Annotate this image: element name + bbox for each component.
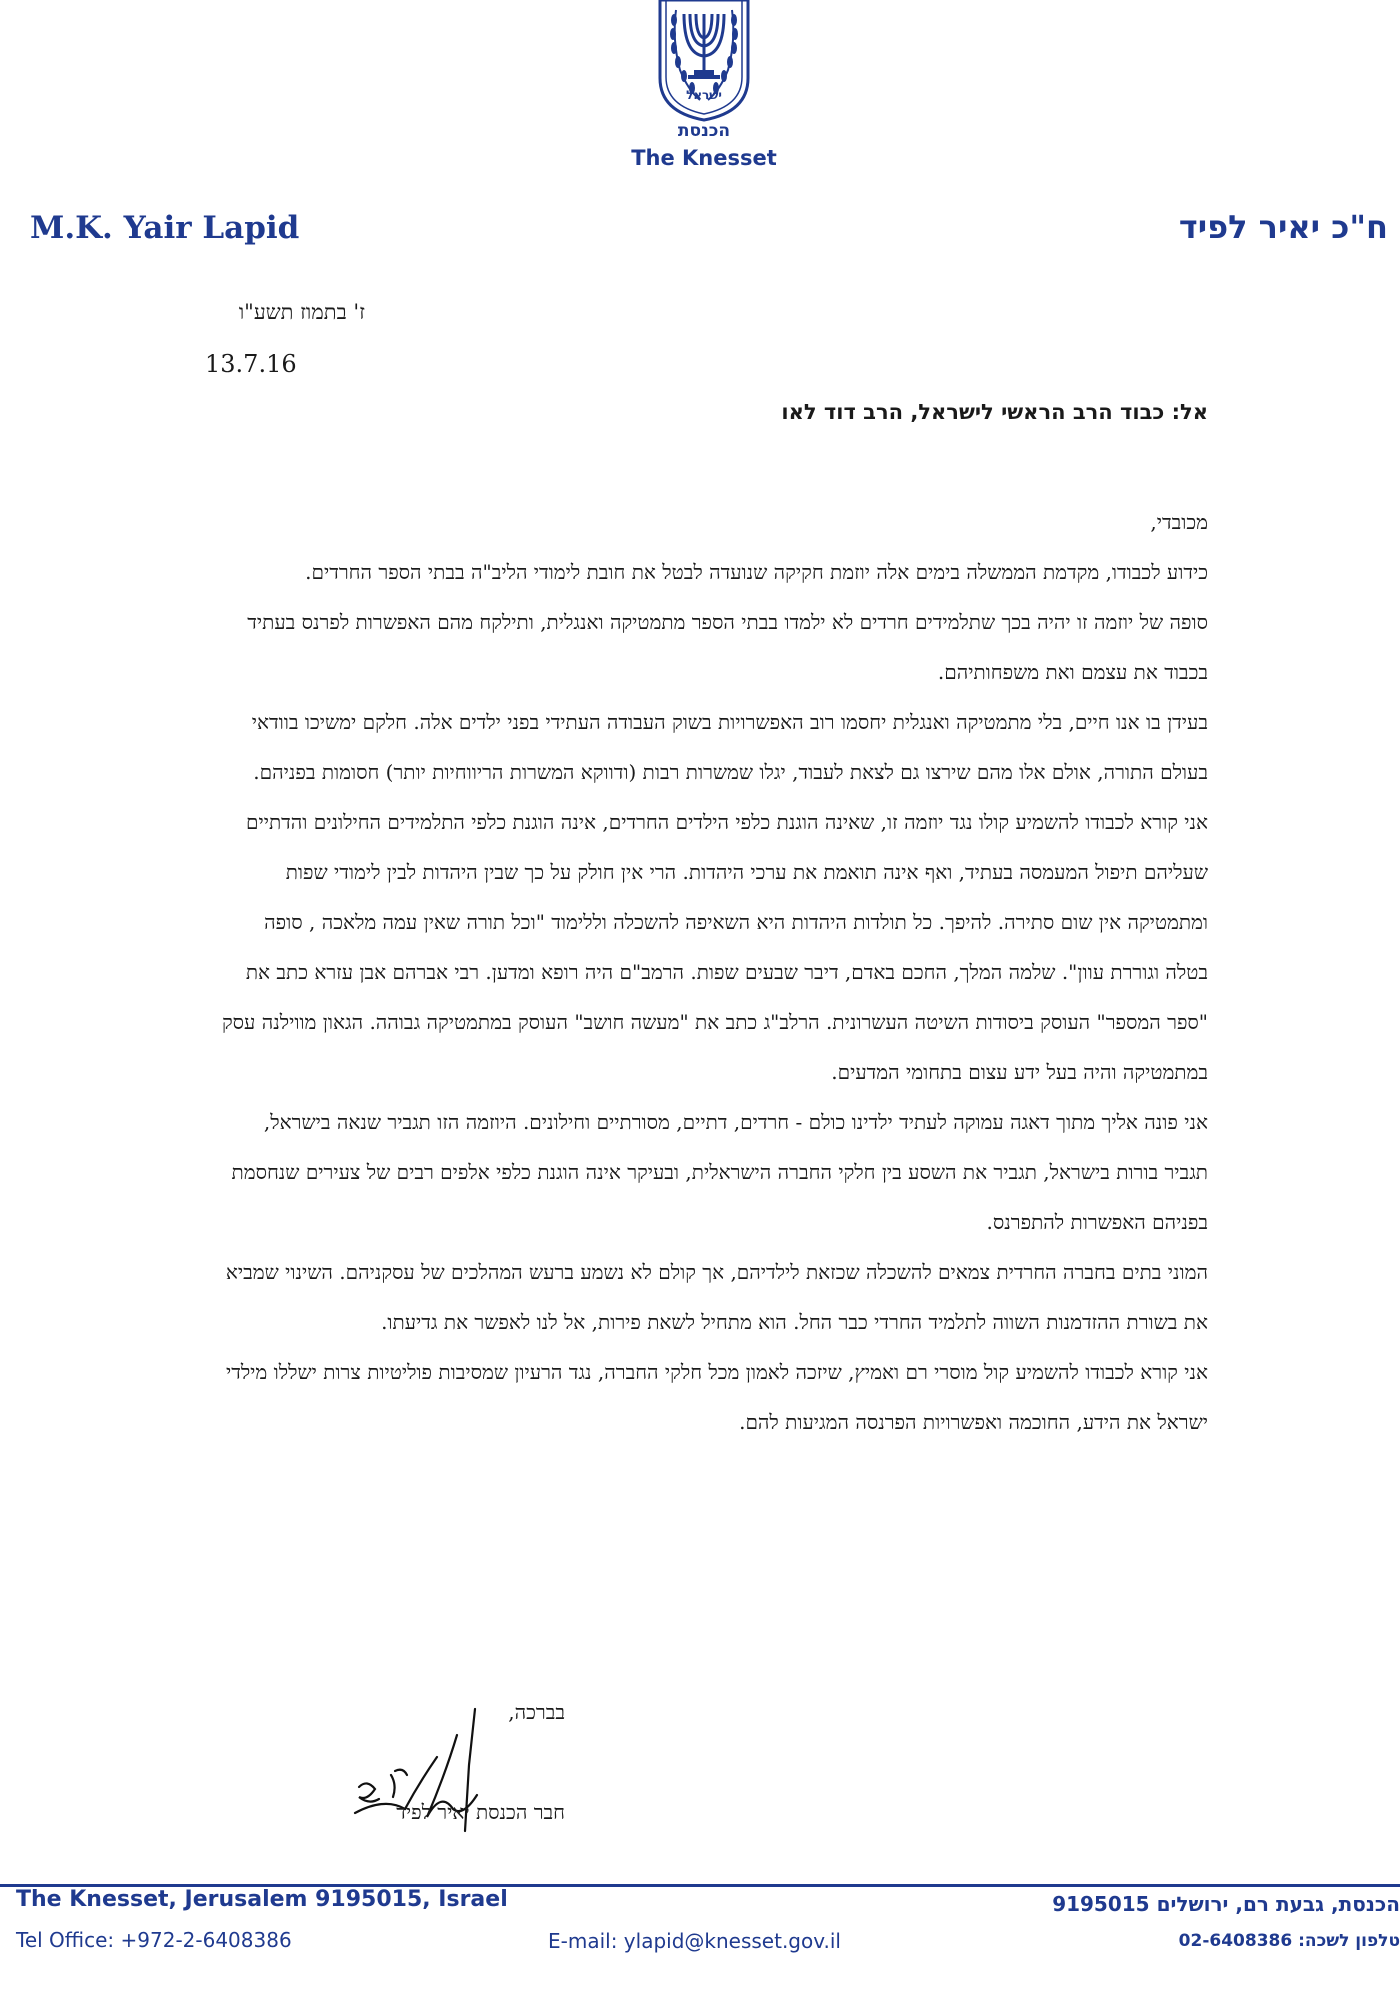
knesset-emblem <box>650 0 758 122</box>
footer-phone-hebrew: טלפון לשכה: 02-6408386 <box>1178 1931 1400 1951</box>
letter-paragraph: אני קורא לכבודו להשמיע קול מוסרי רם ואמיץ, שיזכה לאמון מכל חלקי החברה, נגד הרעיון שמסיבות פוליטיות צרות ישללו מילדי ישראל את הידע, החוכמה ואפשרויות הפרנסה המגיעות להם. <box>225 1360 1208 1434</box>
knesset-name-english: The Knesset <box>631 146 777 170</box>
footer-address-english: The Knesset, Jerusalem 9195015, Israel <box>16 1887 508 1912</box>
hebrew-date: ז' בתמוז תשע"ו <box>238 300 365 324</box>
letter-paragraph: סופה של יוזמה זו יהיה בכך שתלמידים חרדים לא ילמדו בבתי הספר מתמטיקה ואנגלית, ותילקח מהם האפשרות לפרנס בעתיד בכבוד את עצמם ואת משפחותיהם. <box>247 610 1208 684</box>
letter-paragraph: כידוע לכבודו, מקדמת הממשלה בימים אלה יוזמת חקיקה שנועדה לבטל את חובת לימודי הליב"ה בבתי הספר החרדים. <box>305 560 1208 584</box>
recipient-line: אל: כבוד הרב הראשי לישראל, הרב דוד לאו <box>781 400 1208 424</box>
letter-paragraph: בעידן בו אנו חיים, בלי מתמטיקה ואנגלית יחסמו רוב האפשרויות בשוק העבודה העתידי בפני ילדים אלה. חלקם ימשיכו בוודאי בעולם התורה, אולם אלו מהם שירצו גם לצאת לעבוד, יגלו שמשרות רבות (ודווקא המשרות הריווחיות יותר) חסומות בפניהם. <box>251 710 1208 784</box>
letter-date: 13.7.16 <box>205 350 297 378</box>
letter-paragraph: אני קורא לכבודו להשמיע קולו נגד יוזמה זו, שאינה הוגנת כלפי הילדים החרדים, אינה הוגנת כלפי התלמידים החילונים והדתיים שעליהם תיפול המעמסה בעתיד, ואף אינה תואמת את ערכי היהדות. הרי אין חולק על כך שבין היהדות לבין לימודי שפות ומתמטיקה אין שום סתירה. להיפך. כל תולדות היהדות היא השאיפה להשכלה וללימוד "וכל תורה שאין עמה מלאכה , סופה בטלה וגוררת עוון". שלמה המלך, החכם באדם, דיבר שבעים שפות. הרמב"ם היה רופא ומדען. רבי אברהם אבן עזרא כתב את "ספר המספר" העוסק ביסודות השיטה העשרונית. הרלב"ג כתב את "מעשה חושב" העוסק במתמטיקה גבוהה. הגאון מווילנה עסק במתמטיקה והיה בעל ידע עצום בתחומי המדעים. <box>221 810 1208 1084</box>
letter-body <box>218 497 1208 1447</box>
signer-title: חבר הכנסת יאיר לפיד <box>396 1800 565 1824</box>
emblem-label: ישראל <box>686 88 722 102</box>
footer-phone-english: Tel Office: +972-2-6408386 <box>16 1928 292 1952</box>
knesset-name-hebrew: הכנסת <box>677 121 731 141</box>
footer-email: E-mail: ylapid@knesset.gov.il <box>548 1929 841 1953</box>
footer-address-hebrew: הכנסת, גבעת רם, ירושלים 9195015 <box>1052 1892 1400 1916</box>
member-name-hebrew: ח"כ יאיר לפיד <box>1178 208 1388 246</box>
letter-paragraph: אני פונה אליך מתוך דאגה עמוקה לעתיד ילדינו כולם - חרדים, דתיים, מסורתיים וחילונים. היוזמה הזו תגביר שנאה בישראל, תגביר בורות בישראל, תגביר את השסע בין חלקי החברה הישראלית, ובעיקר אינה הוגנת כלפי אלפים רבים של צעירים שנחסמת בפניהם האפשרות להתפרנס. <box>231 1110 1208 1234</box>
closing-greeting: בברכה, <box>508 1700 565 1724</box>
letter-paragraph: המוני בתים בחברה החרדית צמאים להשכלה שכזאת לילדיהם, אך קולם לא נשמע ברעש המהלכים של עסקניהם. השינוי שמביא את בשורת ההזדמנות השווה לתלמיד החרדי כבר החל. הוא מתחיל לשאת פירות, אל לנו לאפשר את גדיעתו. <box>225 1260 1208 1334</box>
member-name-english: M.K. Yair Lapid <box>30 210 300 246</box>
salutation: מכובדי, <box>1150 510 1208 534</box>
menorah-emblem-icon <box>654 0 754 122</box>
